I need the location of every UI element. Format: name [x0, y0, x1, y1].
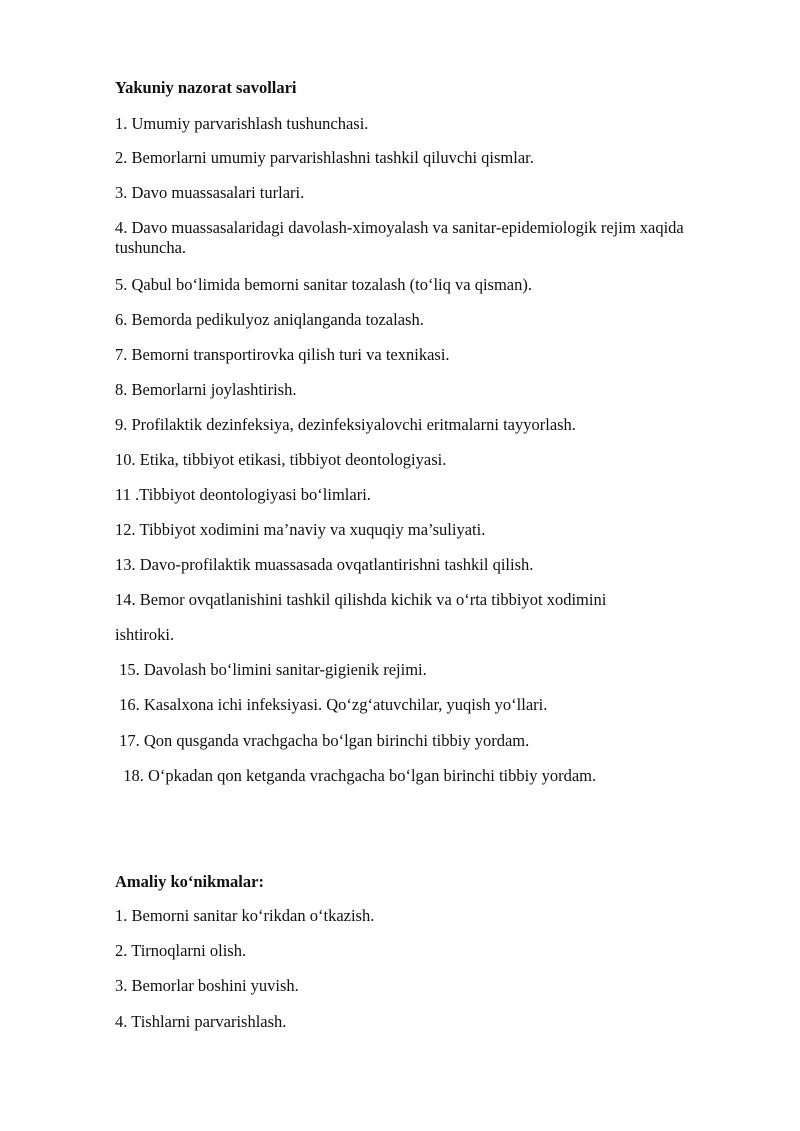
question-item-15: 15. Davolash bo‘limini sanitar-gigienik rejimi.	[115, 660, 427, 679]
question-item-8: 8. Bemorlarni joylashtirish.	[115, 380, 297, 399]
question-item-12: 12. Tibbiyot xodimini ma’naviy va xuquqiy ma’suliyati.	[115, 520, 486, 539]
skill-item-3: 3. Bemorlar boshini yuvish.	[115, 976, 299, 995]
question-item-16: 16. Kasalxona ichi infeksiyasi. Qo‘zg‘atuvchilar, yuqish yo‘llari.	[115, 695, 548, 714]
question-item-1: 1. Umumiy parvarishlash tushunchasi.	[115, 114, 369, 133]
section-title-final-questions: Yakuniy nazorat savollari	[115, 78, 297, 97]
question-item-4: 4. Davo muassasalaridagi davolash-ximoyalash va sanitar-epidemiologik rejim xaqida tushuncha.	[115, 218, 684, 257]
question-item-13: 13. Davo-profilaktik muassasada ovqatlantirishni tashkil qilish.	[115, 555, 534, 574]
question-item-14-continued: ishtiroki.	[115, 625, 175, 644]
question-item-18: 18. O‘pkadan qon ketganda vrachgacha bo‘lgan birinchi tibbiy yordam.	[115, 766, 597, 785]
question-item-5: 5. Qabul bo‘limida bemorni sanitar tozalash (to‘liq va qisman).	[115, 275, 532, 294]
question-item-9: 9. Profilaktik dezinfeksiya, dezinfeksiyalovchi eritmalarni tayyorlash.	[115, 415, 576, 434]
skill-item-2: 2. Tirnoqlarni olish.	[115, 941, 247, 960]
question-item-11: 11 .Tibbiyot deontologiyasi bo‘limlari.	[115, 485, 371, 504]
question-item-2: 2. Bemorlarni umumiy parvarishlashni tashkil qiluvchi qismlar.	[115, 148, 534, 167]
question-item-6: 6. Bemorda pedikulyoz aniqlanganda tozalash.	[115, 310, 424, 329]
question-item-10: 10. Etika, tibbiyot etikasi, tibbiyot deontologiyasi.	[115, 450, 447, 469]
skill-item-4: 4. Tishlarni parvarishlash.	[115, 1012, 287, 1031]
section-title-practical-skills: Amaliy ko‘nikmalar:	[115, 872, 264, 891]
question-item-7: 7. Bemorni transportirovka qilish turi va texnikasi.	[115, 345, 450, 364]
skill-item-1: 1. Bemorni sanitar ko‘rikdan o‘tkazish.	[115, 906, 375, 925]
question-item-14: 14. Bemor ovqatlanishini tashkil qilishda kichik va o‘rta tibbiyot xodimini	[115, 590, 607, 609]
question-item-3: 3. Davo muassasalari turlari.	[115, 183, 305, 202]
question-item-17: 17. Qon qusganda vrachgacha bo‘lgan birinchi tibbiy yordam.	[115, 731, 530, 750]
